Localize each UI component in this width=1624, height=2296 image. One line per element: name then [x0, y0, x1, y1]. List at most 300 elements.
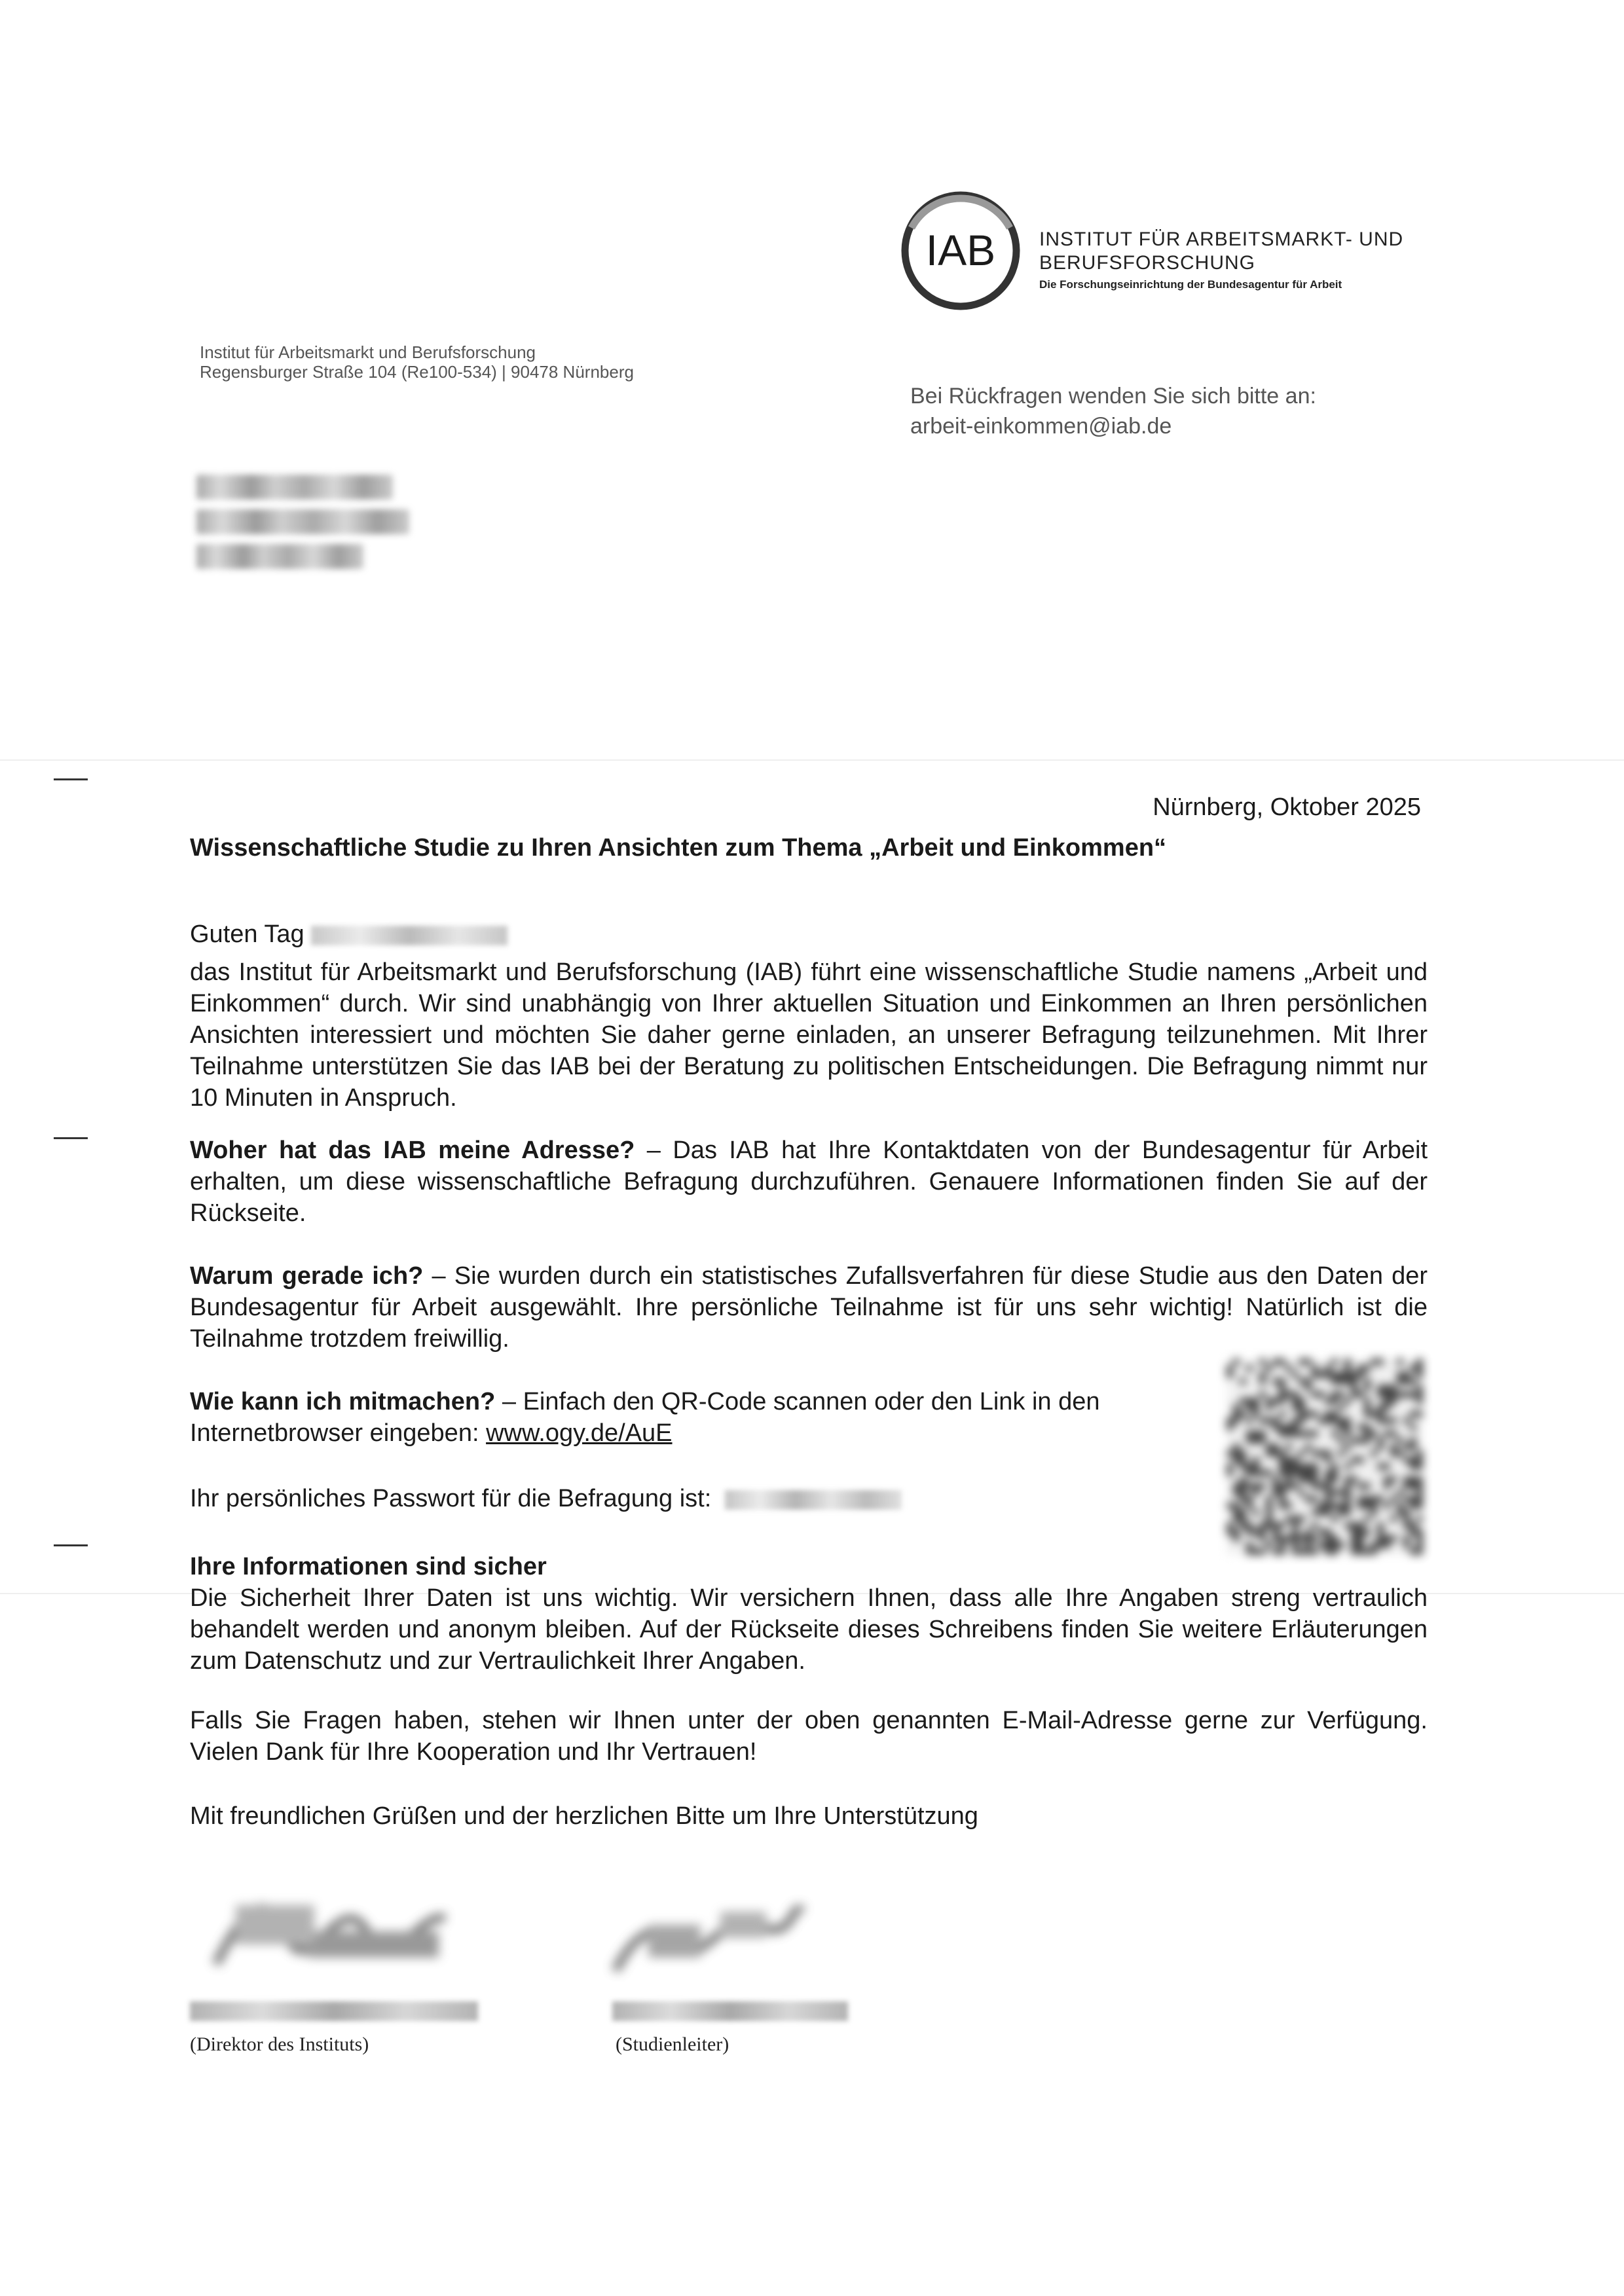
- qr-module: [1416, 1516, 1423, 1522]
- qr-module: [1344, 1444, 1351, 1450]
- qr-module: [1344, 1358, 1351, 1365]
- qr-module: [1331, 1417, 1338, 1424]
- qr-module: [1259, 1430, 1266, 1437]
- qr-module: [1312, 1411, 1318, 1417]
- survey-link[interactable]: www.ogy.de/AuE: [486, 1419, 673, 1447]
- qr-module: [1331, 1542, 1338, 1548]
- qr-module: [1390, 1444, 1397, 1450]
- qr-module: [1331, 1398, 1338, 1404]
- qr-module: [1364, 1516, 1371, 1522]
- qr-module: [1246, 1522, 1253, 1529]
- signer-role-study-lead: (Studienleiter): [616, 2033, 729, 2055]
- qr-module: [1312, 1430, 1318, 1437]
- password-line: [190, 1483, 902, 1514]
- qr-module: [1351, 1535, 1357, 1542]
- signer-role-director: (Direktor des Instituts): [190, 2033, 369, 2055]
- qr-module: [1344, 1398, 1351, 1404]
- qr-module: [1266, 1542, 1272, 1548]
- qr-module: [1377, 1496, 1384, 1503]
- qr-module: [1233, 1509, 1240, 1516]
- qr-module: [1384, 1430, 1390, 1437]
- qr-module: [1266, 1470, 1272, 1476]
- qr-module: [1390, 1398, 1397, 1404]
- greeting: [190, 919, 507, 950]
- qr-module: [1240, 1411, 1246, 1417]
- qr-module: [1292, 1522, 1299, 1529]
- qr-module: [1240, 1483, 1246, 1489]
- qr-module: [1279, 1535, 1285, 1542]
- qr-module: [1344, 1378, 1351, 1385]
- qr-module: [1416, 1542, 1423, 1548]
- qr-module: [1403, 1483, 1410, 1489]
- qr-module: [1416, 1372, 1423, 1378]
- qr-module: [1331, 1463, 1338, 1470]
- qr-module: [1227, 1417, 1233, 1424]
- qr-module: [1416, 1496, 1423, 1503]
- qr-module: [1377, 1411, 1384, 1417]
- qr-module: [1416, 1463, 1423, 1470]
- qr-module: [1351, 1385, 1357, 1391]
- section-text: – Das IAB hat Ihre Kontaktdaten von der Bundesagentur für Arbeit erhalten, um diese wissenschaftliche Befragung durchzuführen. Genauere Informationen finden Sie auf der Rückseite.: [190, 1137, 1428, 1227]
- qr-module: [1246, 1529, 1253, 1535]
- qr-module: [1279, 1489, 1285, 1496]
- qr-module: [1312, 1372, 1318, 1378]
- qr-module: [1279, 1430, 1285, 1437]
- qr-module: [1292, 1470, 1299, 1476]
- qr-module: [1416, 1483, 1423, 1489]
- qr-module: [1344, 1503, 1351, 1509]
- qr-module: [1318, 1417, 1325, 1424]
- qr-module: [1397, 1391, 1403, 1398]
- qr-module: [1312, 1391, 1318, 1398]
- qr-module: [1259, 1529, 1266, 1535]
- qr-module: [1403, 1391, 1410, 1398]
- qr-module: [1331, 1430, 1338, 1437]
- qr-module: [1227, 1529, 1233, 1535]
- qr-module: [1397, 1358, 1403, 1365]
- qr-module: [1279, 1411, 1285, 1417]
- qr-module: [1364, 1378, 1371, 1385]
- qr-module: [1384, 1542, 1390, 1548]
- qr-module: [1344, 1372, 1351, 1378]
- qr-module: [1377, 1535, 1384, 1542]
- qr-module: [1266, 1450, 1272, 1457]
- qr-module: [1371, 1411, 1377, 1417]
- qr-module: [1266, 1509, 1272, 1516]
- logo-tagline: Die Forschungseinrichtung der Bundesagentur für Arbeit: [1039, 278, 1342, 291]
- qr-module: [1403, 1372, 1410, 1378]
- qr-module: [1357, 1535, 1364, 1542]
- qr-module: [1377, 1444, 1384, 1450]
- qr-module: [1351, 1476, 1357, 1483]
- qr-module: [1266, 1398, 1272, 1404]
- qr-module: [1364, 1529, 1371, 1535]
- qr-module: [1331, 1535, 1338, 1542]
- intro-paragraph: das Institut für Arbeitsmarkt und Berufsforschung (IAB) führt eine wissenschaftliche Studie namens „Arbeit und Einkommen“ durch. Wir sind unabhängig von Ihrer aktuellen Situation und Einkommen an Ihren persönlichen Ansichten interessiert und möchten Sie daher gerne einladen, an unserer Befragung teilzunehmen. Mit Ihrer Teilnahme unterstützen Sie das IAB bei der Beratung zu politischen Entscheidungen. Die Befragung nimmt nur 10 Minuten in Anspruch.: [190, 958, 1428, 1112]
- qr-module: [1318, 1372, 1325, 1378]
- letter-subject: Wissenschaftliche Studie zu Ihren Ansichten zum Thema „Arbeit und Einkommen“: [190, 834, 1167, 862]
- signer-name-redacted: [190, 2001, 478, 2021]
- qr-module: [1246, 1463, 1253, 1470]
- qr-module: [1227, 1424, 1233, 1430]
- qr-module: [1233, 1444, 1240, 1450]
- contact-email[interactable]: arbeit-einkommen@iab.de: [910, 414, 1172, 439]
- qr-module: [1299, 1463, 1305, 1470]
- qr-module: [1259, 1358, 1266, 1365]
- qr-module: [1410, 1365, 1416, 1372]
- redacted-line: [196, 475, 393, 500]
- qr-module: [1279, 1378, 1285, 1385]
- qr-module: [1272, 1522, 1279, 1529]
- qr-module: [1416, 1385, 1423, 1391]
- qr-module: [1331, 1516, 1338, 1522]
- qr-module: [1272, 1535, 1279, 1542]
- qr-module: [1312, 1483, 1318, 1489]
- qr-module: [1344, 1522, 1351, 1529]
- qr-module: [1377, 1522, 1384, 1529]
- qr-module: [1272, 1444, 1279, 1450]
- qr-module: [1279, 1450, 1285, 1457]
- qr-module: [1266, 1522, 1272, 1529]
- qr-module: [1344, 1424, 1351, 1430]
- qr-module: [1305, 1358, 1312, 1365]
- qr-module: [1305, 1496, 1312, 1503]
- qr-module: [1377, 1542, 1384, 1548]
- qr-module: [1331, 1489, 1338, 1496]
- qr-module: [1292, 1463, 1299, 1470]
- qr-module: [1377, 1385, 1384, 1391]
- qr-module: [1318, 1529, 1325, 1535]
- qr-module: [1390, 1385, 1397, 1391]
- signature-study-lead-redacted: [609, 1886, 805, 1984]
- qr-module: [1292, 1516, 1299, 1522]
- qr-module: [1384, 1417, 1390, 1424]
- qr-module: [1266, 1404, 1272, 1411]
- qr-module: [1305, 1430, 1312, 1437]
- qr-module: [1272, 1450, 1279, 1457]
- qr-module: [1416, 1529, 1423, 1535]
- qr-module: [1364, 1411, 1371, 1417]
- qr-module: [1384, 1503, 1390, 1509]
- qr-module: [1246, 1542, 1253, 1548]
- qr-module: [1279, 1398, 1285, 1404]
- qr-module: [1305, 1411, 1312, 1417]
- qr-module: [1371, 1496, 1377, 1503]
- qr-module: [1371, 1430, 1377, 1437]
- qr-module: [1357, 1529, 1364, 1535]
- qr-module: [1272, 1529, 1279, 1535]
- qr-module: [1312, 1450, 1318, 1457]
- qr-module: [1377, 1391, 1384, 1398]
- qr-module: [1227, 1372, 1233, 1378]
- qr-module: [1338, 1489, 1344, 1496]
- qr-module: [1364, 1404, 1371, 1411]
- qr-module: [1259, 1378, 1266, 1385]
- qr-module: [1325, 1372, 1331, 1378]
- qr-module: [1371, 1450, 1377, 1457]
- sender-line2: Regensburger Straße 104 (Re100-534) | 90478 Nürnberg: [200, 362, 634, 382]
- qr-module: [1325, 1450, 1331, 1457]
- qr-module: [1384, 1404, 1390, 1411]
- qr-module: [1403, 1476, 1410, 1483]
- qr-module: [1246, 1496, 1253, 1503]
- qr-module: [1279, 1496, 1285, 1503]
- qr-module: [1338, 1450, 1344, 1457]
- qr-module: [1233, 1503, 1240, 1509]
- qr-module: [1253, 1457, 1259, 1463]
- qr-module: [1253, 1411, 1259, 1417]
- logo-title-line2: BERUFSFORSCHUNG: [1039, 252, 1256, 274]
- qr-module: [1403, 1522, 1410, 1529]
- section-how-to-join: [190, 1386, 1185, 1449]
- qr-module: [1240, 1457, 1246, 1463]
- qr-module: [1292, 1535, 1299, 1542]
- qr-module: [1299, 1516, 1305, 1522]
- qr-module: [1279, 1385, 1285, 1391]
- qr-module: [1416, 1391, 1423, 1398]
- qr-module: [1397, 1372, 1403, 1378]
- qr-module: [1410, 1529, 1416, 1535]
- qr-module: [1338, 1391, 1344, 1398]
- qr-module: [1377, 1463, 1384, 1470]
- qr-module: [1331, 1358, 1338, 1365]
- qr-module: [1403, 1444, 1410, 1450]
- qr-module: [1325, 1509, 1331, 1516]
- qr-module: [1357, 1496, 1364, 1503]
- qr-module: [1279, 1503, 1285, 1509]
- qr-module: [1240, 1450, 1246, 1457]
- section-text: – Sie wurden durch ein statistisches Zufallsverfahren für diese Studie aus den Daten der Bundesagentur für Arbeit ausgewählt. Ihre persönliche Teilnahme ist für uns sehr wichtig! Natürlich ist die Teilnahme trotzdem freiwillig.: [190, 1262, 1428, 1353]
- qr-module: [1416, 1489, 1423, 1496]
- qr-module: [1331, 1411, 1338, 1417]
- qr-module: [1246, 1365, 1253, 1372]
- iab-logo: [898, 189, 1422, 319]
- qr-module: [1305, 1535, 1312, 1542]
- qr-module: [1299, 1470, 1305, 1476]
- qr-module: [1416, 1476, 1423, 1483]
- qr-module: [1299, 1430, 1305, 1437]
- qr-module: [1325, 1365, 1331, 1372]
- qr-module: [1357, 1437, 1364, 1444]
- qr-module: [1403, 1417, 1410, 1424]
- contact-info: [910, 381, 1316, 441]
- qr-module: [1246, 1437, 1253, 1444]
- qr-module: [1259, 1437, 1266, 1444]
- qr-module: [1364, 1437, 1371, 1444]
- password-redacted: [725, 1490, 902, 1510]
- sender-line1: Institut für Arbeitsmarkt und Berufsforschung: [200, 342, 536, 362]
- qr-module: [1410, 1411, 1416, 1417]
- qr-module: [1299, 1476, 1305, 1483]
- qr-module: [1410, 1437, 1416, 1444]
- qr-module: [1390, 1496, 1397, 1503]
- qr-module: [1299, 1358, 1305, 1365]
- qr-module: [1292, 1424, 1299, 1430]
- qr-module: [1416, 1358, 1423, 1365]
- qr-module: [1246, 1404, 1253, 1411]
- qr-module: [1233, 1404, 1240, 1411]
- qr-module: [1325, 1503, 1331, 1509]
- qr-module: [1246, 1398, 1253, 1404]
- qr-module: [1331, 1391, 1338, 1398]
- qr-module: [1338, 1417, 1344, 1424]
- qr-module: [1240, 1398, 1246, 1404]
- qr-module: [1371, 1503, 1377, 1509]
- qr-module: [1292, 1542, 1299, 1548]
- qr-module: [1272, 1483, 1279, 1489]
- recipient-address-redacted: [196, 475, 409, 579]
- qr-module: [1397, 1437, 1403, 1444]
- qr-module: [1312, 1496, 1318, 1503]
- qr-module: [1318, 1483, 1325, 1489]
- section-text: Die Sicherheit Ihrer Daten ist uns wichtig. Wir versichern Ihnen, dass alle Ihre Angaben streng vertraulich behandelt werden und anonym bleiben. Auf der Rückseite dieses Schreibens finden Sie weitere Erläuterungen zum Datenschutz und zur Vertraulichkeit Ihrer Angaben.: [190, 1584, 1428, 1675]
- sender-address: [200, 342, 634, 382]
- qr-module: [1410, 1496, 1416, 1503]
- section-heading: Ihre Informationen sind sicher: [190, 1553, 547, 1580]
- fold-mark: [54, 1544, 88, 1546]
- qr-module: [1351, 1542, 1357, 1548]
- qr-module: [1240, 1496, 1246, 1503]
- qr-module: [1357, 1391, 1364, 1398]
- qr-module: [1292, 1529, 1299, 1535]
- qr-module: [1272, 1417, 1279, 1424]
- qr-module: [1325, 1476, 1331, 1483]
- qr-module: [1416, 1365, 1423, 1372]
- qr-module: [1299, 1378, 1305, 1385]
- qr-module: [1416, 1503, 1423, 1509]
- qr-module: [1357, 1424, 1364, 1430]
- qr-module: [1410, 1503, 1416, 1509]
- qr-module: [1325, 1457, 1331, 1463]
- qr-module: [1292, 1483, 1299, 1489]
- qr-module: [1357, 1542, 1364, 1548]
- qr-module: [1384, 1391, 1390, 1398]
- qr-module: [1299, 1417, 1305, 1424]
- contact-prompt: Bei Rückfragen wenden Sie sich bitte an:: [910, 384, 1316, 409]
- qr-module: [1344, 1496, 1351, 1503]
- qr-code-redacted[interactable]: [1227, 1358, 1423, 1555]
- qr-module: [1351, 1457, 1357, 1463]
- qr-module: [1253, 1489, 1259, 1496]
- qr-module: [1344, 1463, 1351, 1470]
- fold-mark: [54, 1137, 88, 1139]
- qr-module: [1338, 1404, 1344, 1411]
- qr-module: [1233, 1535, 1240, 1542]
- qr-module: [1233, 1489, 1240, 1496]
- qr-module: [1272, 1358, 1279, 1365]
- qr-module: [1240, 1378, 1246, 1385]
- qr-module: [1384, 1385, 1390, 1391]
- section-address-source: [190, 1135, 1428, 1229]
- qr-module: [1390, 1535, 1397, 1542]
- qr-module: [1377, 1437, 1384, 1444]
- qr-module: [1233, 1411, 1240, 1417]
- qr-module: [1305, 1444, 1312, 1450]
- qr-module: [1325, 1483, 1331, 1489]
- qr-module: [1312, 1522, 1318, 1529]
- qr-module: [1397, 1489, 1403, 1496]
- qr-module: [1403, 1542, 1410, 1548]
- greeting-text: Guten Tag: [190, 920, 304, 948]
- qr-module: [1410, 1391, 1416, 1398]
- qr-module: [1364, 1385, 1371, 1391]
- qr-module: [1279, 1391, 1285, 1398]
- qr-module: [1253, 1509, 1259, 1516]
- qr-module: [1416, 1398, 1423, 1404]
- qr-module: [1305, 1529, 1312, 1535]
- qr-module: [1325, 1417, 1331, 1424]
- qr-module: [1357, 1483, 1364, 1489]
- qr-module: [1279, 1463, 1285, 1470]
- qr-module: [1364, 1430, 1371, 1437]
- qr-module: [1344, 1483, 1351, 1489]
- qr-module: [1299, 1535, 1305, 1542]
- qr-module: [1299, 1411, 1305, 1417]
- qr-module: [1325, 1535, 1331, 1542]
- qr-module: [1299, 1450, 1305, 1457]
- qr-module: [1279, 1424, 1285, 1430]
- qr-module: [1312, 1535, 1318, 1542]
- qr-module: [1344, 1430, 1351, 1437]
- qr-module: [1253, 1430, 1259, 1437]
- qr-module: [1390, 1450, 1397, 1457]
- closing-line: Mit freundlichen Grüßen und der herzlichen Bitte um Ihre Unterstützung: [190, 1802, 978, 1830]
- qr-module: [1338, 1424, 1344, 1430]
- qr-module: [1227, 1365, 1233, 1372]
- qr-module: [1338, 1372, 1344, 1378]
- qr-module: [1227, 1470, 1233, 1476]
- qr-module: [1318, 1391, 1325, 1398]
- qr-module: [1410, 1378, 1416, 1385]
- qr-module: [1266, 1365, 1272, 1372]
- qr-module: [1253, 1437, 1259, 1444]
- qr-module: [1279, 1358, 1285, 1365]
- qr-module: [1410, 1483, 1416, 1489]
- qr-module: [1377, 1529, 1384, 1535]
- qr-module: [1253, 1470, 1259, 1476]
- qr-module: [1272, 1476, 1279, 1483]
- qr-module: [1272, 1424, 1279, 1430]
- qr-module: [1292, 1372, 1299, 1378]
- logo-mark: IAB: [925, 226, 996, 274]
- qr-module: [1344, 1509, 1351, 1516]
- qr-module: [1416, 1450, 1423, 1457]
- qr-module: [1344, 1365, 1351, 1372]
- signer-name-redacted: [612, 2001, 848, 2021]
- qr-module: [1279, 1483, 1285, 1489]
- qr-module: [1285, 1516, 1292, 1522]
- qr-module: [1416, 1457, 1423, 1463]
- qr-module: [1325, 1496, 1331, 1503]
- qr-module: [1312, 1463, 1318, 1470]
- qr-module: [1279, 1470, 1285, 1476]
- qr-module: [1246, 1483, 1253, 1489]
- qr-module: [1351, 1437, 1357, 1444]
- qr-module: [1371, 1358, 1377, 1365]
- qr-module: [1410, 1444, 1416, 1450]
- qr-module: [1279, 1457, 1285, 1463]
- qr-module: [1305, 1463, 1312, 1470]
- qr-module: [1364, 1398, 1371, 1404]
- qr-module: [1305, 1476, 1312, 1483]
- qr-module: [1285, 1457, 1292, 1463]
- qr-module: [1240, 1509, 1246, 1516]
- qr-module: [1331, 1476, 1338, 1483]
- redacted-line: [196, 544, 363, 569]
- letter-date: Nürnberg, Oktober 2025: [1153, 793, 1421, 821]
- qr-module: [1384, 1483, 1390, 1489]
- qr-module: [1384, 1476, 1390, 1483]
